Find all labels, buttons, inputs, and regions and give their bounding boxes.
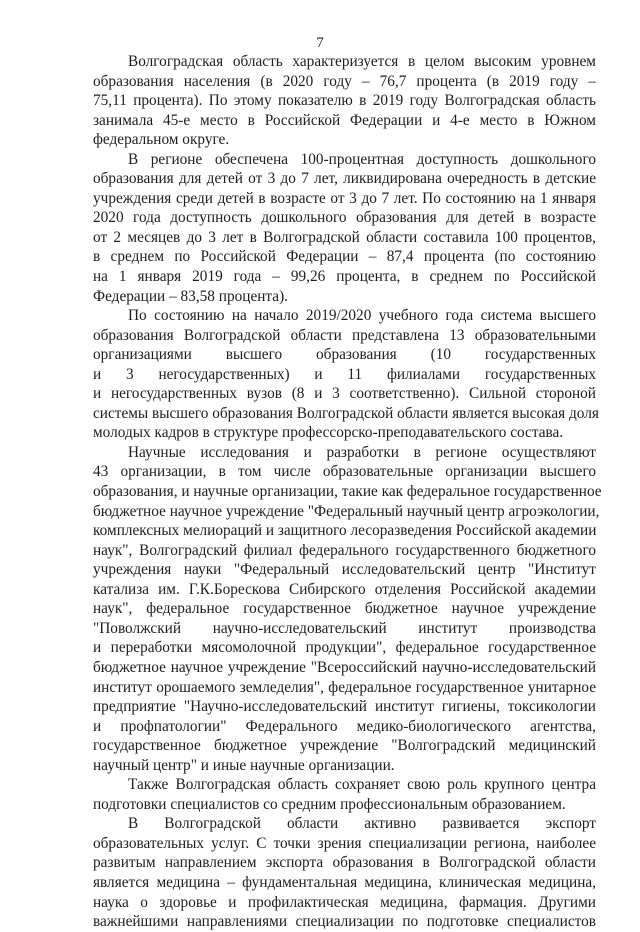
text-line: от 2 месяцев до 3 лет в Волгоградской области составила 100 процентов, <box>93 228 596 246</box>
text-line: бюджетное научное учреждение "Федеральный научный центр агроэкологии, <box>93 502 600 520</box>
text-line: научный центр" и иные научные организации. <box>93 756 395 774</box>
document-body <box>93 52 602 932</box>
paragraph <box>93 306 599 443</box>
text-line: В Волгоградской области активно развивается экспорт <box>128 815 596 833</box>
text-line: образования населения (в 2020 году – 76,7 процента (в 2019 году – <box>93 72 596 90</box>
text-line: и негосударственных вузов (8 и 3 соответственно). Сильной стороной <box>93 385 596 403</box>
page-number: 7 <box>316 35 324 51</box>
text-line: важнейшими направлениями специализации по подготовке специалистов <box>93 913 596 931</box>
text-line: Федерации – 83,58 процента). <box>93 287 289 305</box>
text-line: Также Волгоградская область сохраняет свою роль крупного центра <box>128 776 596 794</box>
text-line: "Поволжский научно-исследовательский институт производства <box>93 619 596 637</box>
text-line: Волгоградская область характеризуется в целом высоким уровнем <box>128 53 596 70</box>
paragraph <box>93 775 596 814</box>
text-line: федеральном округе. <box>93 131 230 149</box>
text-line: катализа им. Г.К.Борескова Сибирского отделения Российской академии <box>93 580 596 598</box>
text-line: В регионе обеспечена 100-процентная доступность дошкольного <box>128 150 596 168</box>
text-line: молодых кадров в структуре профессорско-преподавательского состава. <box>93 424 564 442</box>
text-line: организациями высшего образования (10 государственных <box>93 346 596 364</box>
text-line: и 3 негосударственных) и 11 филиалами государственных <box>93 365 596 383</box>
text-line: 75,11 процента). По этому показателю в 2019 году Волгоградская область <box>93 92 596 110</box>
text-line: институт орошаемого земледелия", федеральное государственное унитарное <box>93 678 596 696</box>
text-line: занимала 45-е место в Российской Федерации и 4-е место в Южном <box>93 111 596 129</box>
paragraph <box>93 52 596 150</box>
text-line: и переработки мясомолочной продукции", федеральное государственное <box>93 639 596 657</box>
text-line: и профпатологии" Федерального медико-биологического агентства, <box>93 717 596 735</box>
text-line: является медицина – фундаментальная медицина, клиническая медицина, <box>93 873 596 891</box>
text-line: учреждения науки "Федеральный исследовательский центр "Институт <box>93 561 596 579</box>
text-line: наук", Волгоградский филиал федерального государственного бюджетного <box>93 541 596 559</box>
paragraph <box>93 443 602 775</box>
text-line: образования, и научные организации, такие как федеральное государственное <box>93 483 602 501</box>
text-line: учреждения среди детей в возрасте от 3 до 7 лет. По состоянию на 1 января <box>93 189 596 207</box>
text-line: наука о здоровье и профилактическая медицина, фармация. Другими <box>93 893 596 911</box>
text-line: развитым направлением экспорта образования в Волгоградской области <box>93 854 596 872</box>
text-line: Научные исследования и разработки в регионе осуществляют <box>128 443 596 461</box>
paragraph <box>93 150 596 306</box>
paragraph <box>93 814 596 931</box>
text-line: образования Волгоградской области представлена 13 образовательными <box>93 326 596 344</box>
text-line: в среднем по Российской Федерации – 87,4 процента (по состоянию <box>93 248 596 266</box>
text-line: 2020 года доступность дошкольного образования для детей в возрасте <box>93 209 596 227</box>
text-line: образования для детей от 3 до 7 лет, ликвидирована очередность в детские <box>93 170 596 188</box>
text-line: предприятие "Научно-исследовательский институт гигиены, токсикологии <box>93 698 596 716</box>
text-line: системы высшего образования Волгоградской области является высокая доля <box>93 404 599 422</box>
text-line: наук", федеральное государственное бюджетное научное учреждение <box>93 600 596 618</box>
text-line: образовательных услуг. С точки зрения специализации региона, наиболее <box>93 834 596 852</box>
text-line: подготовки специалистов со средним профессиональным образованием. <box>93 795 566 813</box>
text-line: 43 организации, в том числе образовательные организации высшего <box>93 463 596 481</box>
text-line: на 1 января 2019 года – 99,26 процента, в среднем по Российской <box>93 268 596 286</box>
text-line: комплексных мелиораций и защитного лесоразведения Российской академии <box>93 522 597 540</box>
text-line: государственное бюджетное учреждение "Волгоградский медицинский <box>93 737 596 755</box>
text-line: По состоянию на начало 2019/2020 учебного года система высшего <box>128 307 596 325</box>
text-line: бюджетное научное учреждение "Всероссийский научно-исследовательский <box>93 658 596 676</box>
